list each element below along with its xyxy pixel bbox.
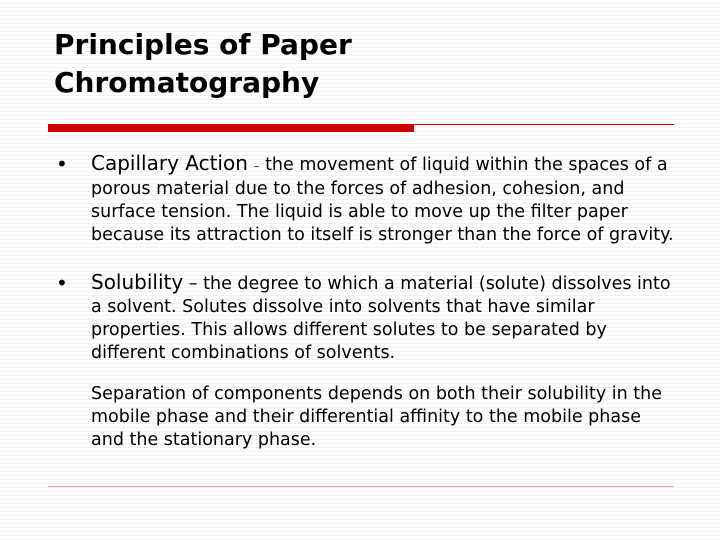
definition-capillary-action: the movement of liquid within the spaces of a porous material due to the forces of adhesion, cohesion, and surface tension. The liquid is able to move up the filter paper because its attraction to itself is stronger than the force of gravity. [91,155,674,245]
slide-body [54,152,674,452]
bullet-marker: • [56,152,68,176]
title-underline-thick [48,124,414,132]
slide-title [54,26,654,102]
bullet-marker: • [56,271,68,295]
bottom-divider [48,486,674,487]
bullet-solubility [54,271,674,365]
term-separator: – [253,159,260,173]
title-underline-thin [414,124,674,125]
title-line-1: Principles of Paper [54,28,352,61]
term-separator: – [188,274,198,294]
bullet-capillary-action [54,152,674,247]
separation-paragraph: Separation of components depends on both their solubility in the mobile phase and their differential affinity to the mobile phase and the stationary phase. [91,384,662,450]
definition-solubility: the degree to which a material (solute) dissolves into a solvent. Solutes dissolve into solvents that have similar properties. This allows different solutes to be separated by different combinations of solvents. [91,274,671,363]
title-line-2: Chromatography [54,66,320,99]
term-solubility: Solubility [91,270,184,294]
term-capillary-action: Capillary Action [91,151,248,175]
